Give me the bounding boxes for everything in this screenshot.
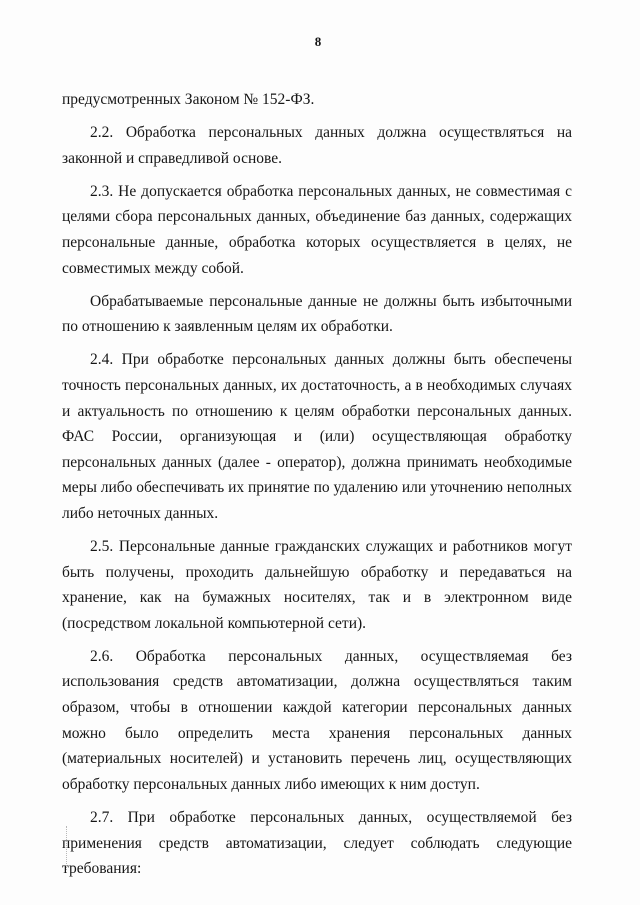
paragraph-excess-data: Обрабатываемые персональные данные не должны быть избыточными по отношению к заявленным целям их обработки.	[62, 292, 572, 336]
paragraph-continuation: предусмотренных Законом № 152-ФЗ.	[62, 91, 315, 108]
paragraph-2-5: 2.5. Персональные данные гражданских служащих и работников могут быть получены, проходить дальнейшую обработку и передаваться на хранение, как на бумажных носителях, так и в электронном виде (посредством локальной компьютерной сети).	[62, 538, 572, 632]
paragraph-2-4: 2.4. При обработке персональных данных должны быть обеспечены точность персональных данных, их достаточность, а в необходимых случаях и актуальность по отношению к целям обработки персональных данных. ФАС России, организующая и (или) осуществляющая обработку персональных данных (далее - оператор), должна принимать необходимые меры либо обеспечивать их принятие по удалению или уточнению неполных либо неточных данных.	[62, 351, 572, 522]
paragraph-2-7: 2.7. При обработке персональных данных, осуществляемой без применения средств автоматизации, следует соблюдать следующие требования:	[62, 808, 572, 878]
document-body	[62, 87, 572, 889]
paragraph-2-3: 2.3. Не допускается обработка персональных данных, не совместимая с целями сбора персональных данных, объединение баз данных, содержащих персональные данные, обработка которых осуществляется в целях, не совместимых между собой.	[62, 182, 572, 277]
page-number: 8	[314, 34, 322, 49]
scan-artifact-mark	[66, 826, 68, 870]
paragraph-2-6: 2.6. Обработка персональных данных, осуществляемая без использования средств автоматизации, должна осуществляться таким образом, чтобы в отношении каждой категории персональных данных можно было определить места хранения персональных данных (материальных носителей) и установить перечень лиц, осуществляющих обработку персональных данных либо имеющих к ним доступ.	[62, 647, 572, 793]
paragraph-2-2: 2.2. Обработка персональных данных должна осуществляться на законной и справедливой основе.	[62, 124, 572, 167]
